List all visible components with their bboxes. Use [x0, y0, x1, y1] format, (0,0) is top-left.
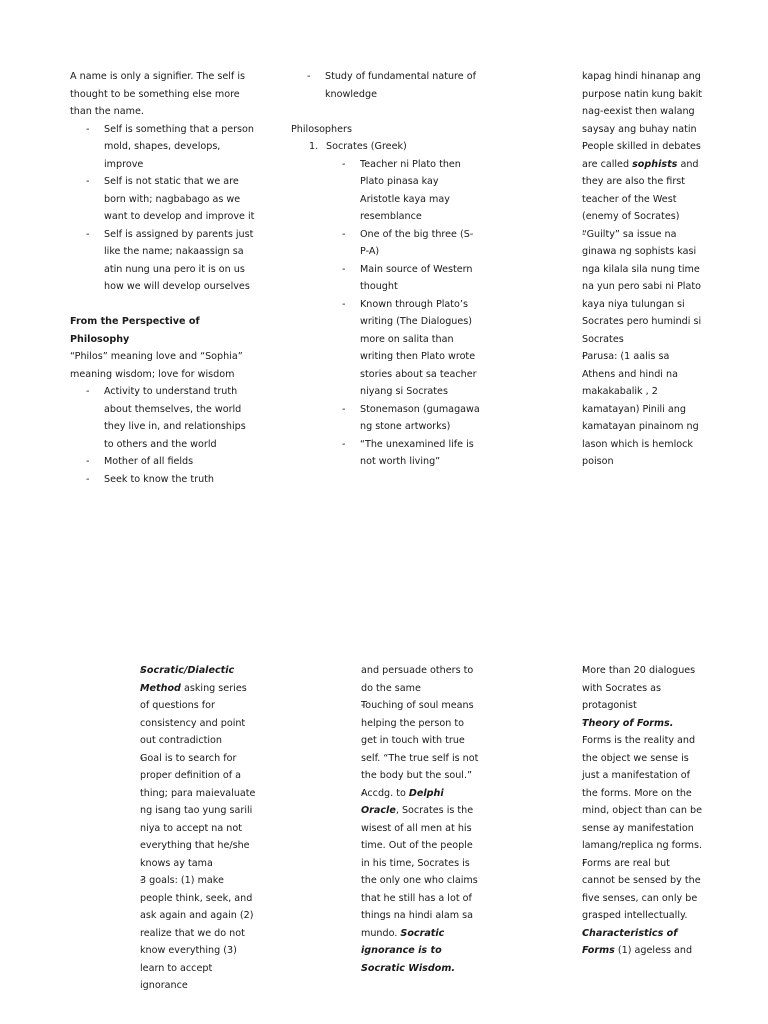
- bold-term: Socratic ignorance is to Socratic Wisdom.: [361, 927, 455, 974]
- intro-paragraph: A name is only a signifier. The self is thought to be something else more than the name.: [70, 71, 246, 117]
- list-item: - “Guilty” sa issue na ginawa ng sophists kasi nga kilala sila nung time na yun pero sabi ni Plato kaya niya tulungan si Socrates pero humindi si Socrates: [564, 226, 704, 349]
- top-column-3: [582, 68, 704, 471]
- list-item: - Activity to understand truth about themselves, the world they live in, and relationships to others and the world: [70, 383, 256, 453]
- list-item: - Self is assigned by parents just like the name; nakaassign sa atin nung una pero it is on us how we will develop ourselves: [70, 226, 256, 296]
- definition-paragraph: “Philos” meaning love and “Sophia” meaning wisdom; love for wisdom: [70, 351, 243, 380]
- list-item: - More than 20 dialogues with Socrates as protagonist: [564, 662, 704, 715]
- philosophers-label: Philosophers: [291, 123, 352, 135]
- top-column-2: [291, 68, 481, 471]
- list-item: - Mother of all fields: [70, 453, 256, 471]
- text-run: asking series of questions for consistency and point out contradiction: [140, 682, 247, 746]
- list-item: - Self is not static that we are born with; nagbabago as we want to develop and improve it: [70, 173, 256, 226]
- bold-term: Socratic/Dialectic Method: [140, 665, 235, 694]
- text-run: , Socrates is the wisest of all men at his time. Out of the people in his time, Socrates is the only one who claims that he still has a lot of things na hindi alam sa mundo.: [361, 805, 478, 939]
- list-item: [564, 138, 704, 226]
- list-item: - Parusa: (1 aalis sa Athens and hindi na makakabalik , 2 kamatayan) Pinili ang kamatayan pinainom ng lason which is hemlock poison: [564, 348, 704, 471]
- continued-text: kapag hindi hinanap ang purpose natin kung bakit nag-eexist then walang saysay ang buhay natin: [582, 71, 703, 135]
- item-text: Socrates (Greek): [326, 141, 407, 152]
- bold-term: Delphi Oracle: [361, 787, 444, 816]
- section-heading: From the Perspective of Philosophy: [70, 316, 200, 345]
- bottom-column-2: [361, 662, 481, 977]
- bottom-column-3: [582, 662, 704, 960]
- list-item: [564, 715, 704, 855]
- continued-text: and persuade others to do the same: [361, 665, 474, 694]
- bottom-column-1: [140, 662, 258, 995]
- text-run: Forms is the reality and the object we sense is just a manifestation of the forms. More on the mind, object than can be sense ay manifestation lamang/replica ng forms.: [582, 735, 703, 851]
- numbered-item: [291, 138, 481, 156]
- sub-list-item: - Known through Plato’s writing (The Dialogues) more on salita than writing then Plato wrote stories about sa teacher niyang si Socrates: [291, 296, 481, 401]
- sub-list-item: - “The unexamined life is not worth living”: [291, 436, 481, 471]
- text-run: (1) ageless and: [614, 945, 693, 956]
- list-item: - Study of fundamental nature of knowledge: [291, 68, 481, 103]
- text-run: and they are also the first teacher of the West (enemy of Socrates): [582, 158, 699, 222]
- list-item: [343, 785, 481, 978]
- item-number: 1.: [309, 141, 319, 152]
- list-item: - Self is something that a person mold, shapes, develops, improve: [70, 121, 256, 174]
- list-item: - 3 goals: (1) make people think, seek, and ask again and again (2) realize that we do not know everything (3) learn to accept ignorance: [122, 872, 258, 995]
- sub-list-item: - Teacher ni Plato then Plato pinasa kay Aristotle kaya may resemblance: [291, 156, 481, 226]
- list-item: - Touching of soul means helping the person to get in touch with true self. “The true self is not the body but the soul.”: [343, 697, 481, 785]
- bold-term: sophists: [632, 158, 678, 170]
- list-item: [564, 925, 704, 960]
- list-item: - Goal is to search for proper definition of a thing; para maievaluate ng isang tao yung sarili niya to accept na not everything that he/she knows ay tama: [122, 750, 258, 873]
- sub-list-item: - One of the big three (S-P-A): [291, 226, 481, 261]
- text-run: Accdg. to: [361, 787, 409, 799]
- bold-term: Characteristics of Forms: [582, 927, 678, 956]
- text-run: People skilled in debates are called: [582, 141, 701, 170]
- sub-list-item: - Main source of Western thought: [291, 261, 481, 296]
- top-column-1: [70, 68, 256, 488]
- sub-list-item: - Stonemason (gumagawa ng stone artworks): [291, 401, 481, 436]
- list-item: [122, 662, 258, 750]
- list-item: - Seek to know the truth: [70, 471, 256, 489]
- bold-term: Theory of Forms.: [582, 717, 674, 729]
- list-item: - Forms are real but cannot be sensed by the five senses, can only be grasped intellectually.: [564, 855, 704, 925]
